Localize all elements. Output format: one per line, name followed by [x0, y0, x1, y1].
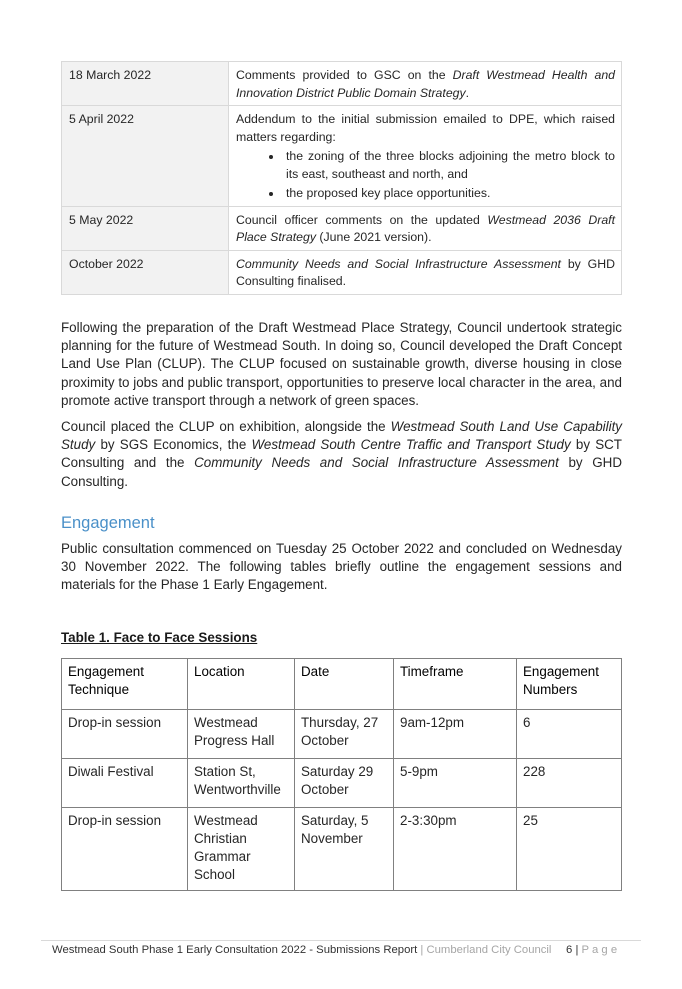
- timeline-description-text: Addendum to the initial submission emailed to DPE, which raised matters regarding:: [236, 112, 615, 144]
- header-engagement-numbers: Engagement Numbers: [517, 659, 622, 710]
- timeline-description-text: Community Needs and Social Infrastructure Assessment by GHD Consulting finalised.: [236, 256, 615, 288]
- footer-page-number: 6: [566, 944, 573, 956]
- cell-location: Westmead Christian Grammar School: [188, 808, 295, 891]
- timeline-bullet-list: [236, 148, 615, 203]
- face-to-face-sessions-table: [61, 658, 622, 891]
- cell-timeframe: 2-3:30pm: [394, 808, 517, 891]
- cell-date: Saturday 29 October: [295, 759, 394, 808]
- page-footer: [52, 944, 622, 956]
- timeline-description: [229, 106, 622, 207]
- timeline-bullet: • the proposed key place opportunities.: [283, 185, 615, 203]
- paragraph-public-consultation: Public consultation commenced on Tuesday 25 October 2022 and concluded on Wednesday 30 November 2022. The following tables briefly outline the engagement sessions and materials for the Phase 1 Early Engagement.: [61, 541, 622, 593]
- timeline-row: [62, 62, 622, 106]
- footer-report-title: Westmead South Phase 1 Early Consultation 2022 - Submissions Report: [52, 944, 418, 956]
- timeline-date: 5 May 2022: [62, 206, 229, 250]
- timeline-description-text: Comments provided to GSC on the Draft Westmead Health and Innovation District Public Domain Strategy.: [236, 68, 615, 100]
- engagement-heading: Engagement: [61, 514, 155, 532]
- table-row: [62, 759, 622, 808]
- table-row: [62, 710, 622, 759]
- header-date: Date: [295, 659, 394, 710]
- cell-date: Saturday, 5 November: [295, 808, 394, 891]
- cell-technique: Drop-in session: [62, 710, 188, 759]
- timeline-description-text: Council officer comments on the updated Westmead 2036 Draft Place Strategy (June 2021 version).: [236, 212, 615, 244]
- table-header-row: [62, 659, 622, 710]
- timeline-table: [61, 61, 622, 295]
- cell-location: Station St, Wentworthville: [188, 759, 295, 808]
- table-row: [62, 808, 622, 891]
- timeline-bullet: • the zoning of the three blocks adjoining the metro block to its east, southeast and north, and: [283, 148, 615, 183]
- cell-timeframe: 9am-12pm: [394, 710, 517, 759]
- footer-page-separator: |: [575, 944, 579, 956]
- footer-page-number-group: [566, 944, 617, 956]
- header-location: Location: [188, 659, 295, 710]
- cell-technique: Drop-in session: [62, 808, 188, 891]
- cell-numbers: 6: [517, 710, 622, 759]
- timeline-description: [229, 62, 622, 106]
- header-engagement-technique: Engagement Technique: [62, 659, 188, 710]
- table-caption: Table 1. Face to Face Sessions: [61, 630, 258, 645]
- paragraph-clup-exhibition: Council placed the CLUP on exhibition, alongside the Westmead South Land Use Capability Study by SGS Economics, the Westmead South Centre Traffic and Transport Study by SCT Consulting and the Community Needs and Social Infrastructure Assessment by GHD Consulting.: [61, 419, 623, 489]
- cell-location: Westmead Progress Hall: [188, 710, 295, 759]
- paragraph-strategic-planning: Following the preparation of the Draft Westmead Place Strategy, Council undertook strategic planning for the future of Westmead South. In doing so, Council developed the Draft Concept Land Use Plan (CLUP). The CLUP focused on sustainable growth, diverse housing in close proximity to jobs and public transport, opportunities to preserve local character in the area, and promote active transport through a network of green spaces.: [61, 320, 622, 408]
- footer-organisation: Cumberland City Council: [426, 944, 552, 956]
- footer-divider: [41, 940, 641, 941]
- timeline-description: [229, 206, 622, 250]
- timeline-date: 5 April 2022: [62, 106, 229, 207]
- cell-numbers: 228: [517, 759, 622, 808]
- timeline-row: [62, 206, 622, 250]
- footer-page-word: P a g e: [581, 944, 618, 956]
- timeline-row: [62, 250, 622, 294]
- cell-numbers: 25: [517, 808, 622, 891]
- cell-technique: Diwali Festival: [62, 759, 188, 808]
- footer-separator: |: [420, 944, 424, 956]
- timeline-row: [62, 106, 622, 207]
- timeline-description: [229, 250, 622, 294]
- cell-date: Thursday, 27 October: [295, 710, 394, 759]
- timeline-date: October 2022: [62, 250, 229, 294]
- timeline-date: 18 March 2022: [62, 62, 229, 106]
- header-timeframe: Timeframe: [394, 659, 517, 710]
- cell-timeframe: 5-9pm: [394, 759, 517, 808]
